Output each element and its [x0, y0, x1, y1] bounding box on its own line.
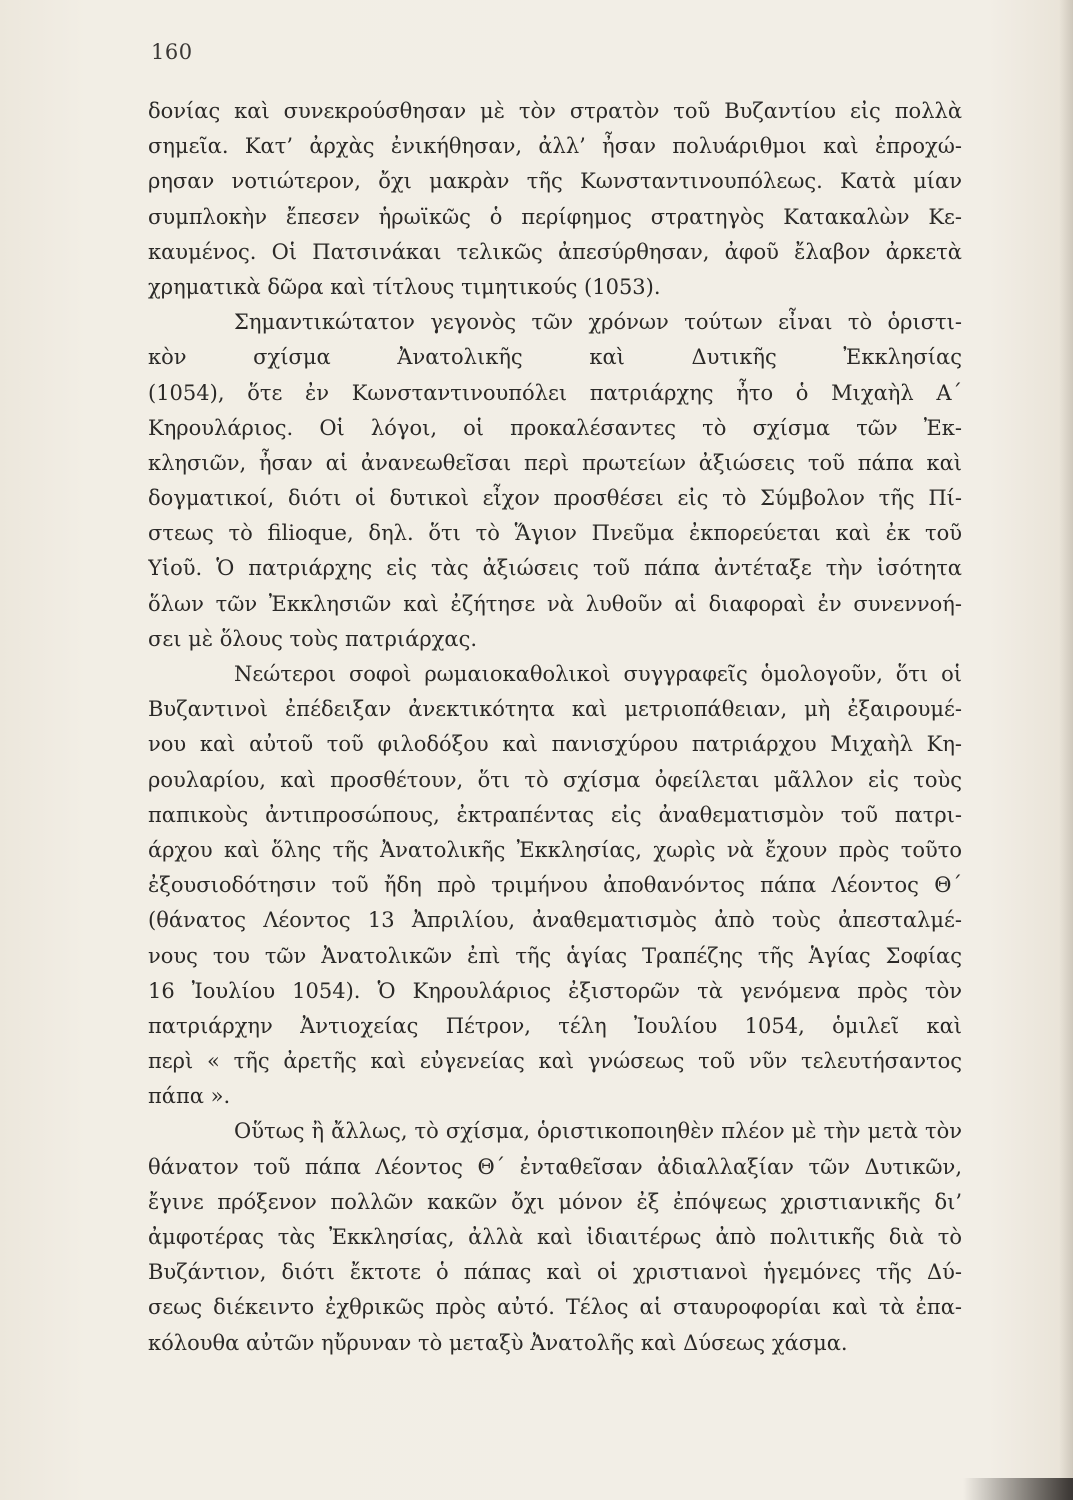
scan-corner-shadow: [963, 1478, 1073, 1500]
text-line: παπικοὺς ἀντιπροσώπους, ἐκτραπέντας εἰς ἀναθεματισμὸν τοῦ πατρι-: [148, 802, 962, 827]
text-line: κόλουθα αὐτῶν ηὔρυναν τὸ μεταξὺ Ἀνατολῆς καὶ Δύσεως χάσμα.: [148, 1330, 848, 1355]
text-line: κὸν σχίσμα Ἀνατολικῆς καὶ Δυτικῆς Ἐκκλησίας: [148, 345, 962, 370]
paragraph-3: [148, 657, 962, 1114]
text-line: Οὕτως ἢ ἄλλως, τὸ σχίσμα, ὁριστικοποιηθὲν πλέον μὲ τὴν μετὰ τὸν: [234, 1119, 962, 1144]
text-line: στεως τὸ filioque, δηλ. ὅτι τὸ Ἅγιον Πνεῦμα ἐκπορεύεται καὶ ἐκ τοῦ: [148, 521, 962, 546]
text-line: ὅλων τῶν Ἐκκλησιῶν καὶ ἐζήτησε νὰ λυθοῦν αἱ διαφοραὶ ἐν συνεννοή-: [148, 591, 962, 616]
paragraph-2: [148, 305, 962, 657]
text-line: Νεώτεροι σοφοὶ ρωμαιοκαθολικοὶ συγγραφεῖς ὁμολογοῦν, ὅτι οἱ: [234, 662, 962, 686]
text-line: κλησιῶν, ἦσαν αἱ ἀνανεωθεῖσαι περὶ πρωτείων ἀξιώσεις τοῦ πάπα καὶ: [148, 450, 962, 475]
text-line: θάνατον τοῦ πάπα Λέοντος Θ΄ ἐνταθεῖσαν ἀδιαλλαξίαν τῶν Δυτικῶν,: [148, 1154, 962, 1179]
text-line: νου καὶ αὐτοῦ τοῦ φιλοδόξου καὶ πανισχύρου πατριάρχου Μιχαὴλ Κη-: [148, 732, 962, 757]
paragraph-1: [148, 94, 962, 305]
text-line: καυμένος. Οἱ Πατσινάκαι τελικῶς ἀπεσύρθησαν, ἀφοῦ ἔλαβον ἀρκετὰ: [148, 239, 962, 264]
text-line: ἔγινε πρόξενον πολλῶν κακῶν ὄχι μόνον ἐξ ἐπόψεως χριστιανικῆς δι’: [148, 1189, 962, 1214]
text-line: ρησαν νοτιώτερον, ὄχι μακρὰν τῆς Κωνσταντινουπόλεως. Κατὰ μίαν: [148, 169, 962, 194]
text-line: συμπλοκὴν ἔπεσεν ἡρωϊκῶς ὁ περίφημος στρατηγὸς Κατακαλὼν Κε-: [148, 204, 962, 229]
text-line: σεως διέκειντο ἐχθρικῶς πρὸς αὐτό. Τέλος αἱ σταυροφορίαι καὶ τὰ ἐπα-: [148, 1295, 962, 1320]
text-line: Βυζαντινοὶ ἐπέδειξαν ἀνεκτικότητα καὶ μετριοπάθειαν, μὴ ἐξαιρουμέ-: [148, 697, 962, 722]
body-text: [148, 94, 962, 1361]
text-line: πάπα ».: [148, 1084, 231, 1109]
text-line: ἀμφοτέρας τὰς Ἐκκλησίας, ἀλλὰ καὶ ἰδιαιτέρως ἀπὸ πολιτικῆς διὰ τὸ: [148, 1225, 962, 1249]
text-line: ρουλαρίου, καὶ προσθέτουν, ὅτι τὸ σχίσμα ὀφείλεται μᾶλλον εἰς τοὺς: [148, 767, 962, 792]
text-line: (θάνατος Λέοντος 13 Ἀπριλίου, ἀναθεματισμὸς ἀπὸ τοὺς ἀπεσταλμέ-: [148, 908, 962, 933]
text-line: Βυζάντιον, διότι ἔκτοτε ὁ πάπας καὶ οἱ χριστιανοὶ ἡγεμόνες τῆς Δύ-: [148, 1260, 962, 1285]
text-line: νους του τῶν Ἀνατολικῶν ἐπὶ τῆς ἁγίας Τραπέζης τῆς Ἁγίας Σοφίας: [148, 943, 962, 968]
page-number: 160: [151, 40, 193, 64]
text-line: άρχου καὶ ὅλης τῆς Ἀνατολικῆς Ἐκκλησίας, χωρὶς νὰ ἔχουν πρὸς τοῦτο: [148, 837, 962, 862]
text-line: ἐξουσιοδότησιν τοῦ ἤδη πρὸ τριμήνου ἀποθανόντος πάπα Λέοντος Θ΄: [148, 873, 962, 898]
text-line: δογματικοί, διότι οἱ δυτικοὶ εἶχον προσθέσει εἰς τὸ Σύμβολον τῆς Πί-: [148, 486, 962, 511]
text-line: Υἱοῦ. Ὁ πατριάρχης εἰς τὰς ἀξιώσεις τοῦ πάπα ἀντέταξε τὴν ἰσότητα: [148, 556, 962, 581]
text-line: δονίας καὶ συνεκρούσθησαν μὲ τὸν στρατὸν τοῦ Βυζαντίου εἰς πολλὰ: [148, 99, 962, 123]
paragraph-4: [148, 1114, 962, 1360]
text-line: σει μὲ ὅλους τοὺς πατριάρχας.: [148, 626, 478, 651]
text-line: 16 Ἰουλίου 1054). Ὁ Κηρουλάριος ἐξιστορῶν τὰ γενόμενα πρὸς τὸν: [148, 978, 962, 1003]
page-edge-shadow: [1059, 0, 1073, 1500]
text-line: πατριάρχην Ἀντιοχείας Πέτρον, τέλη Ἰουλίου 1054, ὁμιλεῖ καὶ: [148, 1013, 962, 1038]
text-line: (1054), ὅτε ἐν Κωνσταντινουπόλει πατριάρχης ἦτο ὁ Μιχαὴλ Α΄: [148, 380, 962, 405]
text-line: χρηματικὰ δῶρα καὶ τίτλους τιμητικούς (1053).: [148, 274, 661, 299]
text-line: σημεῖα. Κατ’ ἀρχὰς ἐνικήθησαν, ἀλλ’ ἦσαν πολυάριθμοι καὶ ἐπροχώ-: [148, 134, 962, 159]
text-line: Κηρουλάριος. Οἱ λόγοι, οἱ προκαλέσαντες τὸ σχίσμα τῶν Ἐκ-: [148, 415, 962, 440]
text-line: περὶ « τῆς ἀρετῆς καὶ εὐγενείας καὶ γνώσεως τοῦ νῦν τελευτήσαντος: [148, 1049, 962, 1074]
text-line: Σημαντικώτατον γεγονὸς τῶν χρόνων τούτων εἶναι τὸ ὁριστι-: [234, 310, 962, 335]
